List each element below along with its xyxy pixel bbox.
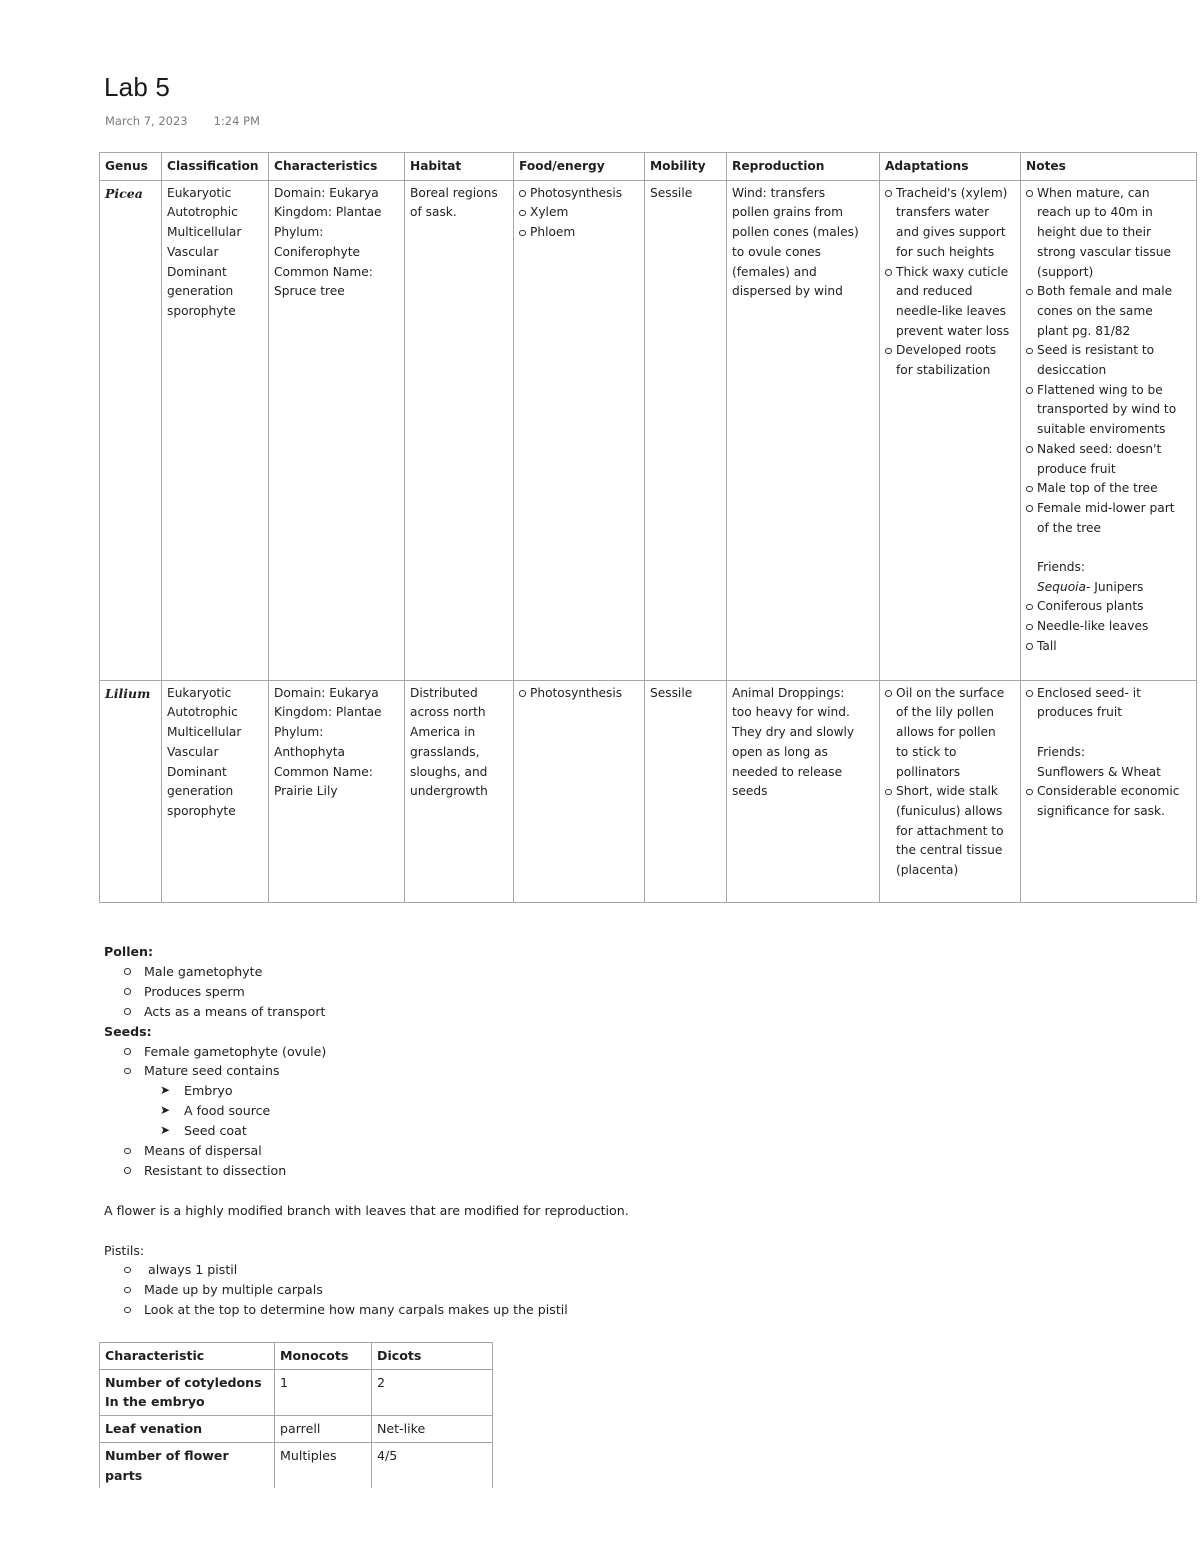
text-line: open as long as <box>732 744 828 759</box>
list-item <box>1026 499 1191 538</box>
text-line: generation <box>167 784 234 799</box>
text-line: allows for pollen <box>896 725 996 740</box>
text-line: Phylum: <box>274 725 324 740</box>
text-line: Common Name: <box>274 764 373 779</box>
text-line: Domain: Eukarya <box>274 185 379 200</box>
text-line: Dominant <box>167 264 227 279</box>
text-line: Enclosed seed- it <box>1037 685 1141 700</box>
spacer <box>104 1221 1004 1241</box>
table-row <box>100 680 1197 902</box>
text-line: prevent water loss <box>896 323 1010 338</box>
list-item: Xylem <box>519 203 639 223</box>
mobility-cell: Sessile <box>645 680 727 902</box>
text-line: Autotrophic <box>167 205 238 220</box>
notes-list <box>1026 684 1191 723</box>
pollen-heading: Pollen: <box>104 944 154 959</box>
header-cell: Monocots <box>275 1343 372 1370</box>
text-line: Coniferophyte <box>274 244 361 259</box>
arrow-bullet-icon: ➤ <box>160 1083 171 1098</box>
food-cell <box>514 180 645 680</box>
text-line: and reduced <box>896 284 973 299</box>
text-line: Both female and male <box>1037 284 1173 299</box>
list-item: Mature seed contains <box>144 1061 1004 1081</box>
list-item <box>885 782 1015 881</box>
text-line: (funiculus) allows <box>896 803 1003 818</box>
text-line: Vascular <box>167 744 219 759</box>
text-line: Animal Droppings: <box>732 685 845 700</box>
header-cell: Food/energy <box>514 153 645 181</box>
notes-cell <box>1021 680 1197 902</box>
text-line: Domain: Eukarya <box>274 685 379 700</box>
friends-italic: Sequoia <box>1037 579 1087 594</box>
text-line: of sask. <box>410 205 457 220</box>
text-line: Distributed <box>410 685 478 700</box>
text-line: They dry and slowly <box>732 725 855 740</box>
list-item <box>1026 282 1191 341</box>
plant-comparison-table <box>99 152 1197 903</box>
header-cell: Characteristic <box>100 1343 275 1370</box>
list-item: Tall <box>1026 637 1191 657</box>
list-item <box>885 341 1015 380</box>
friends-label: Friends: <box>1037 744 1085 759</box>
text-line: Tracheid's (xylem) <box>896 185 1008 200</box>
text-line: Kingdom: Plantae <box>274 205 382 220</box>
pistils-heading: Pistils: <box>104 1242 145 1258</box>
text-line: seeds <box>732 784 768 799</box>
text-line: Phylum: <box>274 225 324 240</box>
text-line: Seed is resistant to <box>1037 343 1155 358</box>
food-cell <box>514 680 645 902</box>
text-line: transported by wind to <box>1037 402 1177 417</box>
arrow-bullet-icon: ➤ <box>160 1103 171 1118</box>
list-item: always 1 pistil <box>144 1260 1004 1280</box>
list-item <box>1026 479 1191 499</box>
text-line: cones on the same <box>1037 303 1153 318</box>
classification-cell <box>162 180 269 680</box>
text-line: Thick waxy cuticle <box>896 264 1009 279</box>
text-line: suitable enviroments <box>1037 422 1166 437</box>
friends-rest: - Junipers <box>1086 579 1144 594</box>
header-cell: Habitat <box>405 153 514 181</box>
list-item <box>885 263 1015 342</box>
text-line: Eukaryotic <box>167 185 232 200</box>
adaptations-list <box>885 184 1015 381</box>
header-cell: Mobility <box>645 153 727 181</box>
list-item <box>160 1121 1004 1141</box>
text-line: significance for sask. <box>1037 803 1165 818</box>
text-line: sporophyte <box>167 303 236 318</box>
header-cell: Dicots <box>372 1343 493 1370</box>
list-item: Made up by multiple carpals <box>144 1280 1004 1300</box>
text-line: Short, wide stalk <box>896 784 998 799</box>
list-item: Coniferous plants <box>1026 597 1191 617</box>
text-line: Spruce tree <box>274 284 345 299</box>
text-line: plant pg. 81/82 <box>1037 323 1131 338</box>
list-item <box>885 184 1015 263</box>
header-cell: Reproduction <box>727 153 880 181</box>
spacer <box>1026 538 1191 558</box>
list-item <box>1026 782 1191 821</box>
list-item <box>160 1081 1004 1101</box>
text-line: needed to release <box>732 764 843 779</box>
list-item <box>160 1101 1004 1121</box>
page-timestamp <box>105 114 260 128</box>
text-line: Naked seed: doesn't <box>1037 441 1162 456</box>
text-line: Female mid-lower part <box>1037 500 1175 515</box>
list-item <box>1026 184 1191 283</box>
text-line: (placenta) <box>896 863 959 878</box>
text-line: (females) and <box>732 264 817 279</box>
text-line: In the embryo <box>105 1394 205 1410</box>
reproduction-cell <box>727 180 880 680</box>
header-cell: Characteristics <box>269 153 405 181</box>
characteristics-cell <box>269 180 405 680</box>
table-header-row <box>100 153 1197 181</box>
list-item: Photosynthesis <box>519 184 639 204</box>
text-line: generation <box>167 284 234 299</box>
text-line: height due to their <box>1037 225 1152 240</box>
text-line: (support) <box>1037 264 1094 279</box>
dicots-cell: Net-like <box>372 1416 493 1443</box>
list-item: Needle-like leaves <box>1026 617 1191 637</box>
header-cell: Notes <box>1021 153 1197 181</box>
list-item <box>1026 381 1191 440</box>
text-line: When mature, can <box>1037 185 1150 200</box>
dicots-cell: 2 <box>372 1369 493 1415</box>
spacer <box>1026 723 1191 743</box>
text-line: for stabilization <box>896 363 991 378</box>
list-item-text: Embryo <box>184 1083 233 1099</box>
monocots-cell: Multiples <box>275 1442 372 1488</box>
text-line: dispersed by wind <box>732 284 843 299</box>
text-line: transfers water <box>896 205 990 220</box>
flower-definition: A flower is a highly modified branch with leaves that are modified for reproduction. <box>104 1202 629 1218</box>
arrow-bullet-icon: ➤ <box>160 1123 171 1138</box>
text-line: sporophyte <box>167 803 236 818</box>
text-line: Multicellular <box>167 225 242 240</box>
text-line: for such heights <box>896 244 995 259</box>
list-item <box>1026 440 1191 479</box>
text-line: and gives support <box>896 225 1006 240</box>
text-line: sloughs, and <box>410 764 488 779</box>
text-line: undergrowth <box>410 784 488 799</box>
friends-label: Friends: <box>1037 560 1085 575</box>
table-row <box>100 180 1197 680</box>
text-line: Boreal regions <box>410 185 498 200</box>
monocots-cell: parrell <box>275 1416 372 1443</box>
text-line: Multicellular <box>167 725 242 740</box>
list-item: Female gametophyte (ovule) <box>144 1042 1004 1062</box>
table-row <box>100 1442 493 1488</box>
pistils-list <box>104 1260 1004 1320</box>
text-line: the central tissue <box>896 843 1003 858</box>
seed-contents <box>144 1081 1004 1141</box>
header-cell: Classification <box>162 153 269 181</box>
text-line: Vascular <box>167 244 219 259</box>
text-line: pollinators <box>896 764 961 779</box>
text-line: Prairie Lily <box>274 784 338 799</box>
list-item: Male gametophyte <box>144 962 1004 982</box>
list-item: Look at the top to determine how many carpals makes up the pistil <box>144 1300 1004 1320</box>
genus-name: Picea <box>105 185 143 201</box>
text-line: Eukaryotic <box>167 685 232 700</box>
notes-list <box>1026 782 1191 821</box>
text-line: America in <box>410 725 476 740</box>
food-list <box>519 684 639 704</box>
adaptations-cell <box>880 680 1021 902</box>
habitat-cell <box>405 680 514 902</box>
text-line: of the tree <box>1037 520 1102 535</box>
text-line: Kingdom: Plantae <box>274 705 382 720</box>
lab-notes <box>104 942 1004 1320</box>
genus-name: Lilium <box>105 685 151 701</box>
list-item: Photosynthesis <box>519 684 639 704</box>
row-label: Number of flower parts <box>100 1442 275 1488</box>
text-line: to stick to <box>896 744 957 759</box>
list-item: Resistant to dissection <box>144 1161 1004 1181</box>
mobility-cell: Sessile <box>645 180 727 680</box>
friends-line: Sunflowers & Wheat <box>1037 764 1161 779</box>
text-line: Anthophyta <box>274 744 345 759</box>
text-line: grasslands, <box>410 744 480 759</box>
food-list <box>519 184 639 243</box>
monocots-cell: 1 <box>275 1369 372 1415</box>
list-item: Phloem <box>519 223 639 243</box>
text-line: Number of cotyledons <box>105 1374 262 1390</box>
pollen-list <box>104 962 1004 1022</box>
classification-cell <box>162 680 269 902</box>
row-label <box>100 1369 275 1415</box>
header-cell: Adaptations <box>880 153 1021 181</box>
genus-cell <box>100 180 162 680</box>
notes-cell <box>1021 180 1197 680</box>
friends-list <box>1026 597 1191 656</box>
text-line: Considerable economic <box>1037 784 1180 799</box>
genus-cell <box>100 680 162 902</box>
text-line: produces fruit <box>1037 705 1123 720</box>
text-line: too heavy for wind. <box>732 705 850 720</box>
list-item: Acts as a means of transport <box>144 1002 1004 1022</box>
characteristics-cell <box>269 680 405 902</box>
header-cell: Genus <box>100 153 162 181</box>
spacer <box>104 1181 1004 1201</box>
seed-contents-list <box>144 1081 1004 1141</box>
list-item: Produces sperm <box>144 982 1004 1002</box>
seeds-heading: Seeds: <box>104 1023 152 1039</box>
page-date: March 7, 2023 <box>105 114 188 128</box>
table-header-row <box>100 1343 493 1370</box>
text-line: across north <box>410 705 486 720</box>
text-line: Developed roots <box>896 343 997 358</box>
table-row <box>100 1369 493 1415</box>
list-item: Means of dispersal <box>144 1141 1004 1161</box>
text-line: needle-like leaves <box>896 303 1006 318</box>
text-line: Wind: transfers <box>732 185 826 200</box>
text-line: desiccation <box>1037 363 1107 378</box>
page-time: 1:24 PM <box>213 114 260 128</box>
table-row <box>100 1416 493 1443</box>
list-item-text: A food source <box>184 1103 271 1119</box>
habitat-cell <box>405 180 514 680</box>
row-label: Leaf venation <box>100 1416 275 1443</box>
text-line: Flattened wing to be <box>1037 382 1163 397</box>
text-line: Common Name: <box>274 264 373 279</box>
text-line: of the lily pollen <box>896 705 994 720</box>
monocot-dicot-table <box>99 1342 493 1488</box>
text-line: pollen cones (males) <box>732 225 859 240</box>
text-line: Male top of the tree <box>1037 481 1158 496</box>
list-item-text: Seed coat <box>184 1123 247 1139</box>
reproduction-cell <box>727 680 880 902</box>
list-item <box>1026 341 1191 380</box>
adaptations-cell <box>880 180 1021 680</box>
list-item <box>885 684 1015 783</box>
friends-line <box>1026 578 1191 598</box>
dicots-cell: 4/5 <box>372 1442 493 1488</box>
text-line: Dominant <box>167 764 227 779</box>
list-item <box>1026 684 1191 723</box>
page-title: Lab 5 <box>104 72 171 102</box>
seeds-list <box>104 1042 1004 1181</box>
text-line: Autotrophic <box>167 705 238 720</box>
text-line: for attachment to <box>896 823 1004 838</box>
text-line: reach up to 40m in <box>1037 205 1153 220</box>
text-line: pollen grains from <box>732 205 843 220</box>
text-line: strong vascular tissue <box>1037 244 1171 259</box>
adaptations-list <box>885 684 1015 881</box>
notes-list <box>1026 184 1191 539</box>
text-line: to ovule cones <box>732 244 821 259</box>
text-line: Oil on the surface <box>896 685 1005 700</box>
text-line: produce fruit <box>1037 461 1116 476</box>
